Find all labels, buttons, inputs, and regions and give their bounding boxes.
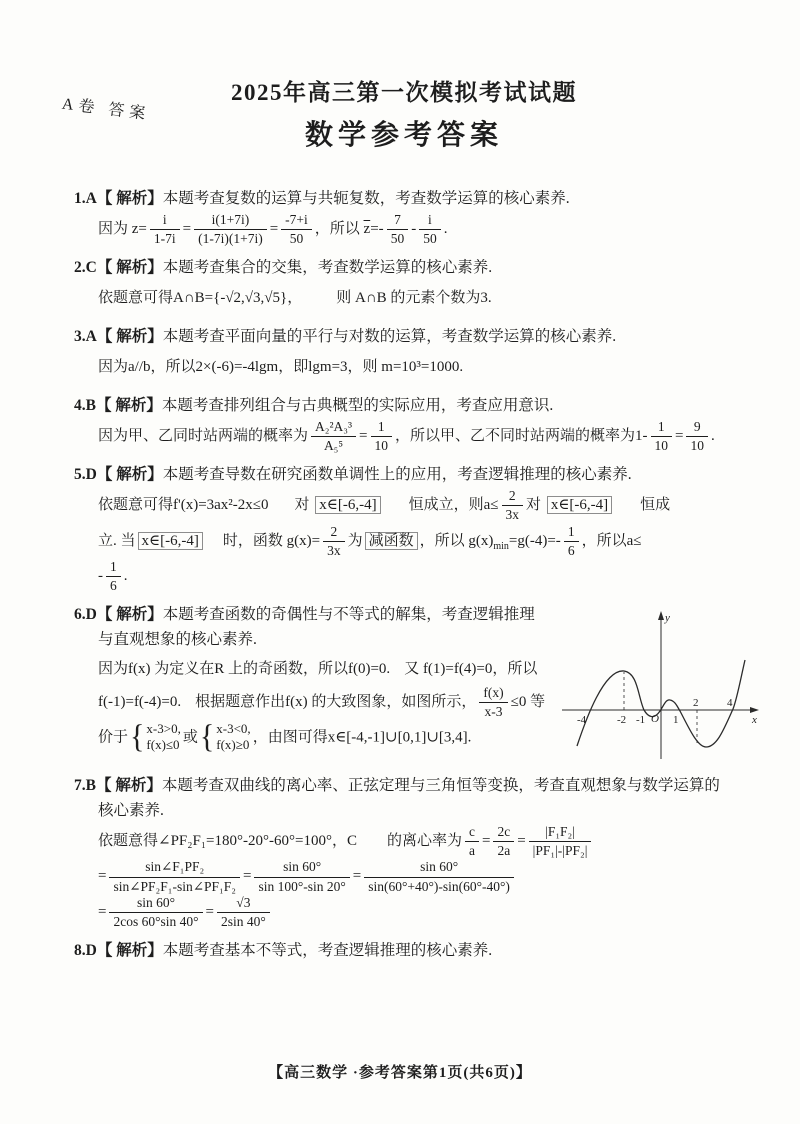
- analysis-tag: 【 解析】: [96, 466, 163, 484]
- analysis-tag: 【 解析】: [96, 328, 163, 346]
- answer-number: 8.D: [74, 942, 97, 960]
- formula-line: 依题意可得f'(x)=3ax²-2x≤0 对 x∈[-6,-4] 恒成立，则a≤ $\frac{2}{3x}$ 对 x∈[-6,-4] 恒成: [98, 488, 671, 523]
- formula-line: 因为甲、乙同时站两端的概率为 $\frac{\text{A₂²A₃³}}{\text{A₅⁵}}$ = $\frac{1}{10}$ ，所以甲、乙不同时站两端的概率为1- $\frac{1}{10}$ = $\frac{9}{10}$ .: [98, 419, 715, 454]
- answer-summary: 本题考查函数的奇偶性与不等式的解集，考查逻辑推理与直观想象的核心素养.: [98, 606, 535, 649]
- answer-head: [74, 256, 734, 281]
- answer-head: [74, 394, 734, 419]
- answer-item: [74, 463, 734, 594]
- formula-line: 因为f(x) 为定义在R 上的奇函数，所以f(0)=0. 又 f(1)=f(4)=0，所以f(-1)=f(-4)=0. 根据题意作出f(x) 的大致图象，如图所示， $\frac{f(x)}{x-3}$ ≤0 等价于 { x-3>0, f(x)≤0 或 { x-3<0, f(x)≥0 ，由图可得x∈[-4,-1]∪[0,1]∪[3,4].: [98, 660, 546, 756]
- page-subtitle: 数学参考答案: [304, 120, 503, 151]
- answer-number: 2.C: [74, 259, 97, 277]
- answer-head: [74, 603, 548, 653]
- analysis-tag: 【 解析】: [96, 942, 163, 960]
- formula-line: 依题意得∠PF₂F₁=180°-20°-60°=100°，C 的离心率为 $\frac{c}{a}$ = $\frac{2c}{2a}$ = $\frac{\text{|F₁F₂|}}{\text{|PF₁|-|PF₂|}}$: [98, 824, 734, 859]
- answer-head: [74, 939, 734, 964]
- answer-item: [74, 187, 734, 247]
- formula-line: 依题意可得A∩B={-√2,√3,√5}， 则 A∩B 的元素个数为3.: [98, 289, 492, 306]
- formula-line: = $\frac{\text{sin∠F₁PF₂}}{\text{sin∠PF₂F₁-sin∠PF₁F₂}}$ = $\frac{\sin 60^\circ}{\sin 100^\circ-\sin 20^\circ}$ = $\frac{\sin 60^\circ}{\sin(60^\circ+40^\circ)-\sin(60^\circ-40^\circ)}$: [98, 859, 734, 894]
- answer-number: 1.A: [74, 190, 97, 207]
- analysis-tag: 【 解析】: [95, 397, 162, 415]
- analysis-tag: 【 解析】: [96, 190, 163, 207]
- tick-label: -4: [577, 714, 587, 727]
- answer-number: 3.A: [74, 328, 97, 346]
- analysis-tag: 【 解析】: [96, 606, 163, 624]
- answer-head: [74, 463, 734, 488]
- corner-stamp: A卷 答案: [61, 95, 152, 124]
- y-axis-arrow: [658, 611, 664, 620]
- answer-item: [74, 603, 757, 765]
- answer-number: 7.B: [74, 777, 96, 795]
- answer-item: [74, 325, 734, 385]
- formula-line: - $\frac{1}{6}$ .: [98, 558, 128, 594]
- answer-number: 4.B: [74, 397, 96, 415]
- answer-head: [74, 187, 734, 212]
- analysis-tag: 【 解析】: [96, 259, 163, 277]
- answer-summary: 本题考查导数在研究函数单调性上的应用，考查逻辑推理的核心素养.: [162, 466, 632, 484]
- y-axis-label: y: [665, 612, 670, 625]
- answer-number: 5.D: [74, 466, 97, 484]
- tick-label: -2: [617, 714, 627, 727]
- answer-summary: 本题考查基本不等式，考查逻辑推理的核心素养.: [162, 942, 493, 960]
- answer-item: [74, 256, 734, 316]
- function-graph: [556, 605, 761, 765]
- tick-label: 4: [727, 697, 733, 710]
- answer-item: [74, 394, 734, 454]
- answer-summary: 本题考查平面向量的平行与对数的运算，考查数学运算的核心素养.: [162, 328, 617, 346]
- tick-label: 2: [693, 697, 699, 710]
- origin-label: O: [651, 713, 659, 726]
- page-footer: 【高三数学 ·参考答案第1页(共6页)】: [268, 1065, 532, 1081]
- tick-label: -1: [636, 714, 646, 727]
- answer-summary: 本题考查集合的交集，考查数学运算的核心素养.: [162, 259, 493, 277]
- formula-line: 因为 z= $\frac{i}{1-7i}$ = $\frac{i(1+7i)}{(1-7i)(1+7i)}$ = $\frac{-7+i}{50}$ ，所以 $\overline{z}=-$ $\frac{7}{50}$ - $\frac{i}{50}$ .: [98, 211, 448, 246]
- answer-item: [74, 939, 734, 964]
- x-axis-label: x: [752, 714, 757, 727]
- tick-label: 1: [673, 714, 679, 727]
- answer-summary: 本题考查双曲线的离心率、正弦定理与三角恒等变换，考查直观想象与数学运算的核心素养.: [98, 777, 720, 820]
- analysis-tag: 【 解析】: [95, 777, 162, 795]
- answer-item: [74, 774, 734, 930]
- answer-head: [74, 774, 734, 824]
- formula-line: 因为a//b，所以2×(-6)=-4lgm，即lgm=3，则 m=10³=1000.: [98, 359, 464, 376]
- page-title: 2025年高三第一次模拟考试试题: [231, 80, 577, 105]
- formula-line: = $\frac{\sin 60^\circ}{2\cos 60^\circ\sin 40^\circ}$ = $\frac{√3}{2\sin 40^\circ}$: [98, 895, 734, 930]
- x-axis-arrow: [750, 707, 759, 713]
- answer-summary: 本题考查复数的运算与共轭复数，考查数学运算的核心素养.: [162, 190, 570, 207]
- formula-line: 立. 当 x∈[-6,-4] 时，函数 g(x)= $\frac{2}{3x}$ 为 减函数 ，所以 $g(x)_{min}=g(-4)=-$ $\frac{1}{6}$ ，所以a≤: [98, 523, 642, 558]
- answer-number: 6.D: [74, 606, 97, 624]
- answer-summary: 本题考查排列组合与古典概型的实际应用，考查应用意识.: [161, 397, 554, 415]
- answer-head: [74, 325, 734, 350]
